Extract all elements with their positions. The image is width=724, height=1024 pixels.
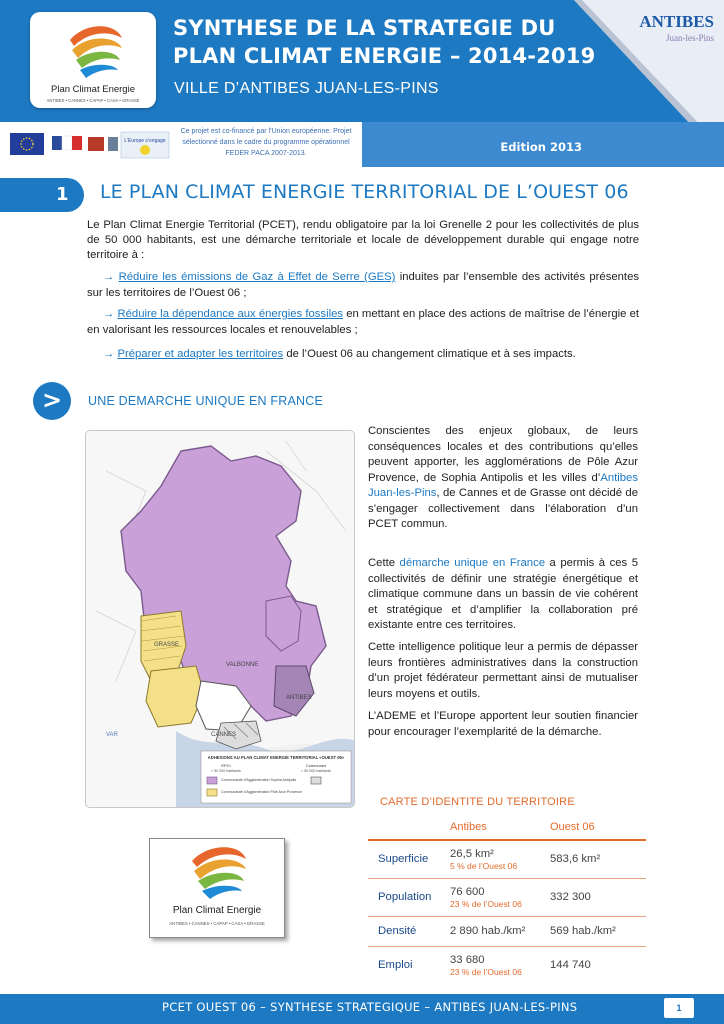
plan-climat-logo-large-text: Plan Climat Energie <box>172 905 262 916</box>
objective-bullet-3-emphasis: Préparer et adapter les territoires <box>117 348 284 360</box>
objective-bullet-1 <box>87 270 639 301</box>
footer-text: PCET OUEST 06 – SYNTHESE STRATEGIQUE – ANTIBES JUAN-LES-PINS <box>162 1000 578 1014</box>
cell-note: 5 % de l’Ouest 06 <box>450 860 518 871</box>
cell-note: 23 % de l’Ouest 06 <box>450 966 522 977</box>
map-legend-epci: EPCI <box>221 763 231 768</box>
row-label: Population <box>368 878 450 916</box>
row-label: Emploi <box>378 959 413 972</box>
edition-label: Edition 2013 <box>500 140 582 154</box>
plan-climat-logo <box>30 12 156 108</box>
region-logo-icon <box>88 137 104 151</box>
objective-bullet-3-text: de l’Ouest 06 au changement climatique et à ses impacts. <box>283 348 576 360</box>
antibes-logo: ANTIBES Juan-les-Pins <box>639 12 714 43</box>
section-title: LE PLAN CLIMAT ENERGIE TERRITORIAL DE L’OUEST 06 <box>100 181 629 203</box>
plan-climat-logo-large-tagline: ANTIBES • CANNES • CAPAP • CASA • GRASSE <box>169 921 265 926</box>
objective-bullet-1-emphasis: Réduire les émissions de Gaz à Effet de Serre (GES) <box>118 271 396 283</box>
plan-climat-logo-tagline: ANTIBES • CANNES • CAPAP • CASA • GRASSE <box>46 98 140 103</box>
objective-bullet-2-emphasis: Réduire la dépendance aux énergies fossiles <box>117 308 344 320</box>
identity-table <box>368 814 646 984</box>
territory-map-drawing <box>86 431 355 808</box>
column-header-antibes: Antibes <box>450 820 487 833</box>
plan-climat-logo-icon <box>30 12 156 108</box>
cell-note: 23 % de l’Ouest 06 <box>450 898 522 909</box>
cell-value: 33 680 <box>450 953 485 966</box>
map-label-var: VAR <box>106 732 118 738</box>
europe-engage-text: L’Europe s’engage <box>124 138 166 144</box>
cell-value: 569 hab./km² <box>550 916 646 946</box>
map-label-grasse: GRASSE <box>154 642 180 648</box>
map-legend-communes: Communes <box>305 763 327 768</box>
cell-value: 26,5 km² <box>450 847 494 860</box>
demarche-unique-link-text: démarche unique en France <box>399 557 546 569</box>
antibes-link-text: Antibes Juan-les-Pins <box>368 471 638 499</box>
table-row <box>368 840 646 878</box>
chevron-right-icon: > <box>33 382 71 420</box>
page-subtitle: VILLE D’ANTIBES JUAN-LES-PINS <box>174 80 439 97</box>
map-legend-title: ADHESIONS AU PLAN CLIMAT ENERGIE TERRITORIAL «OUEST 06» <box>207 755 345 760</box>
subsection-title: UNE DEMARCHE UNIQUE EN FRANCE <box>88 394 323 408</box>
funding-text: Ce projet est co-financé par l’Union européenne. Projet sélectionné dans le cadre du programme opérationnel FEDER PACA 2007-2013. <box>180 128 352 157</box>
cell-value: 76 600 <box>450 885 485 898</box>
paragraph-demarche-3: Cette intelligence politique leur a permis de dépasser leurs frontières administratives dans la construction d’un projet fédérateur permettant ainsi de mutualiser leurs moyens et outils. <box>368 641 638 700</box>
cell-value: 332 300 <box>550 878 646 916</box>
plan-climat-logo-large-icon <box>150 839 284 937</box>
identity-card-title: CARTE D’IDENTITE DU TERRITOIRE <box>380 796 575 808</box>
row-label: Densité <box>368 916 450 946</box>
arrow-icon: → <box>103 271 115 283</box>
map-legend-communes-sub: > 50 000 habitants <box>301 769 331 773</box>
table-row <box>368 916 646 946</box>
table-row <box>368 878 646 916</box>
map-legend-item-2: Communauté d’Agglomération Pôle Azur Provence <box>221 790 303 794</box>
intro-paragraph: Le Plan Climat Energie Territorial (PCET), rendu obligatoire par la loi Grenelle 2 pour les collectivités de plus de 50 000 habitants, est une démarche territoriale et locale de développement durable qui engage notre territoire à : <box>87 219 639 261</box>
partner-logos <box>8 130 173 160</box>
map-legend-item-1: Communauté d’Agglomération Sophia Antipolis <box>221 778 297 782</box>
republique-logo-icon <box>52 136 62 150</box>
objective-bullet-3 <box>87 347 639 363</box>
map-label-valbonne: VALBONNE <box>226 662 259 668</box>
page-number: 1 <box>664 998 694 1018</box>
cell-value: 2 890 hab./km² <box>450 925 526 937</box>
cell-value: 583,6 km² <box>550 840 646 878</box>
cell-value: 144 740 <box>550 959 591 972</box>
plan-climat-logo-text: Plan Climat Energie <box>51 84 135 95</box>
map-label-cannes: CANNES <box>211 732 237 738</box>
ademe-logo-icon <box>108 137 118 151</box>
objective-bullet-2-text: en mettant en place des actions de maîtrise de l’énergie et en valorisant les ressources locales et renouvelables ; <box>87 308 640 336</box>
plan-climat-logo-large <box>149 838 285 938</box>
column-header-ouest: Ouest 06 <box>550 820 595 833</box>
eu-flag-icon <box>10 133 44 155</box>
page-title: SYNTHESE DE LA STRATEGIE DU PLAN CLIMAT ENERGIE – 2014-2019 <box>173 16 596 68</box>
table-row <box>368 946 646 984</box>
territory-map <box>85 430 355 808</box>
paragraph-demarche-4: L’ADEME et l’Europe apportent leur soutien financier pour encourager l’exemplarité de la démarche. <box>368 710 638 738</box>
objective-bullet-1-text: induites par l’ensemble des activités présentes sur les territoires de l’Ouest 06 ; <box>87 271 640 299</box>
arrow-icon: → <box>103 308 115 320</box>
identity-table-header <box>368 814 646 840</box>
objective-bullet-2 <box>87 307 639 338</box>
paragraph-demarche-2: Cette démarche unique en France a permis à ces 5 collectivités de définir une stratégie énergétique et climatique commune dans un bassin de vie cohérent et stratégique et d’amplifier la collaboration pré existante entre ces territoires. <box>368 557 638 631</box>
arrow-icon: → <box>103 348 115 360</box>
paragraph-demarche-1: Conscientes des enjeux globaux, de leurs conséquences locales et des contributions qu’elles peuvent apporter, les agglomérations de Pôle Azur Provence, de Sophia Antipolis et les villes d’Antibes Juan-les-Pins, de Cannes et de Grasse ont décidé de s’engager collectivement dans l’élaboration d’un PCET commun. <box>368 425 638 530</box>
map-label-antibes: ANTIBES <box>286 695 312 701</box>
row-label: Superficie <box>368 840 450 878</box>
section-number-badge: 1 <box>0 178 84 212</box>
map-legend-epci-sub: > 50 000 habitants <box>211 769 241 773</box>
